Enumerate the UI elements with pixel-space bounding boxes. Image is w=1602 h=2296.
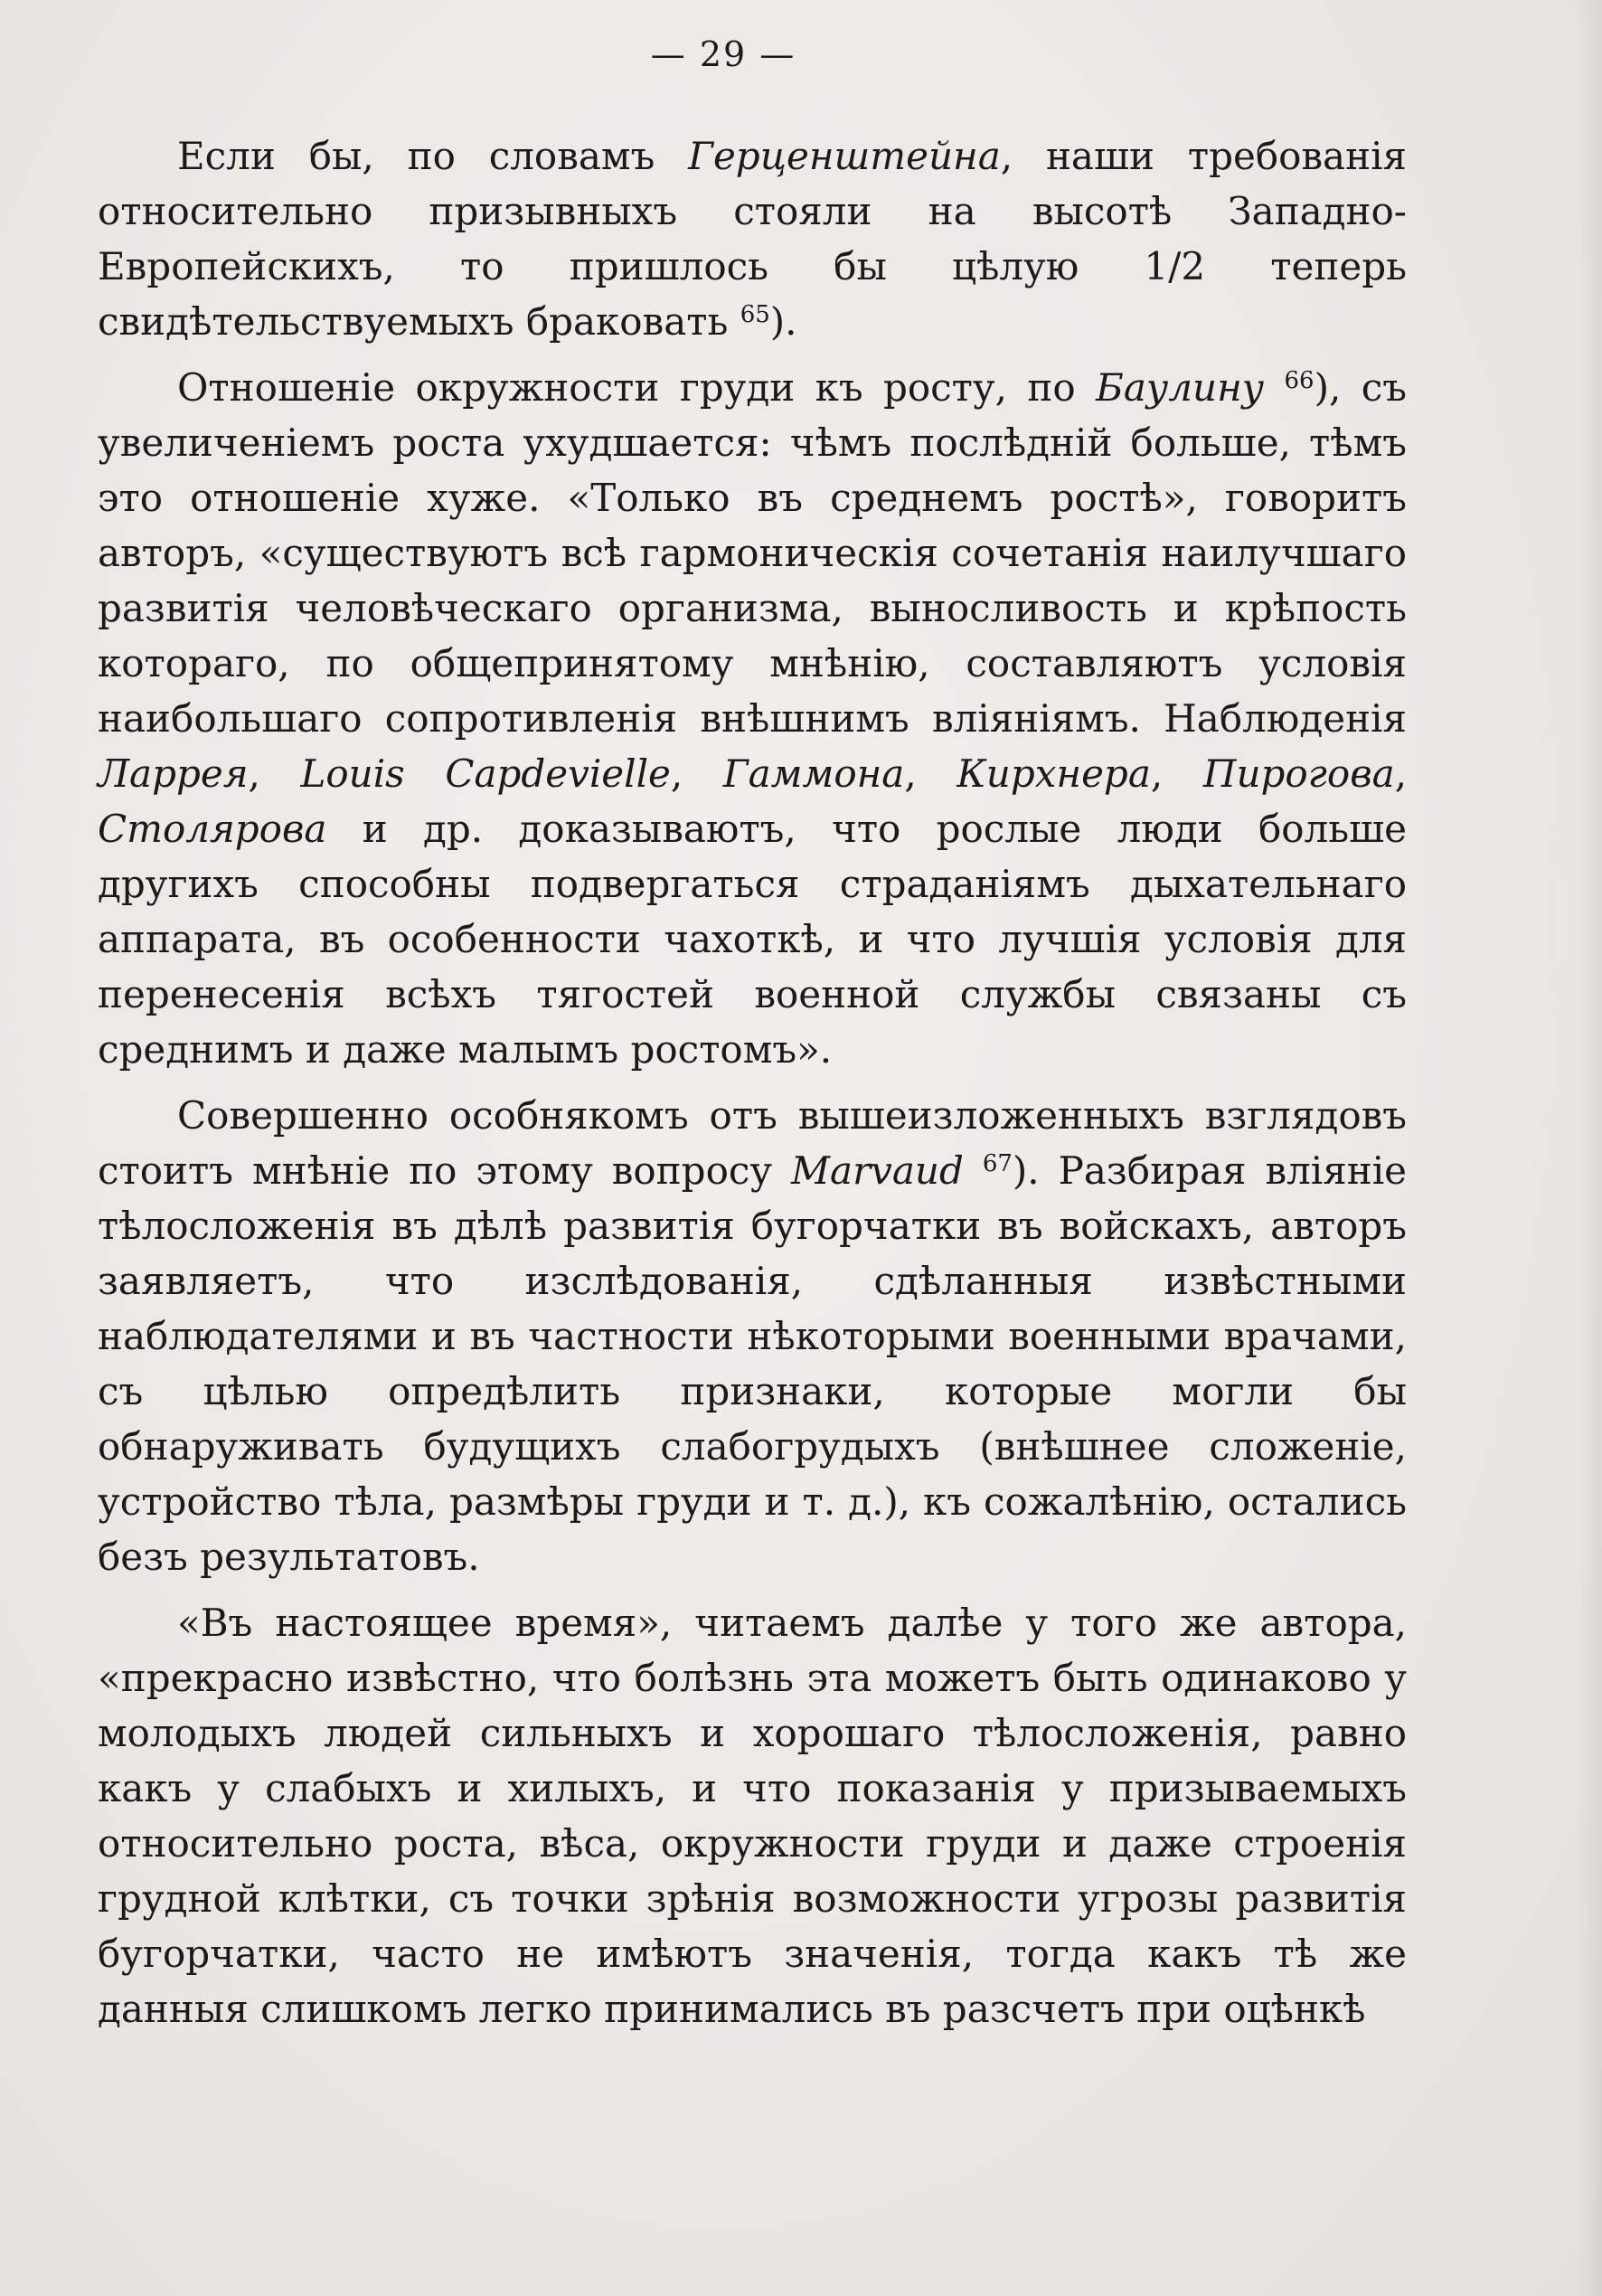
text-run: , xyxy=(670,751,723,796)
cited-name: Louis Capdevielle xyxy=(300,751,671,796)
paragraph xyxy=(98,1595,1407,2036)
cited-name: Ларрея xyxy=(98,751,249,796)
text-run: и др. доказываютъ, что рослые люди больше другихъ способны подвергаться страданіямъ дыхательнаго аппарата, въ особенности чахоткѣ, и что лучшія условія для перенесенія всѣхъ тягостей военной службы связаны съ среднимъ и даже малымъ ростомъ». xyxy=(98,807,1407,1072)
footnote-ref: 66 xyxy=(1284,367,1315,394)
text-run: Отношеніе окружности груди къ росту, по xyxy=(177,365,1097,410)
paragraph xyxy=(98,128,1407,349)
paragraph xyxy=(98,360,1407,1077)
cited-name: Столярова xyxy=(98,807,327,851)
cited-name: Баулину xyxy=(1096,365,1265,410)
text-run: ), съ увеличеніемъ роста ухудшается: чѣмъ послѣдній больше, тѣмъ это отношеніе хуже. «Только въ среднемъ ростѣ», говоритъ авторъ, «существуютъ всѣ гармоническія сочетанія наилучшаго развитія человѣческаго организма, выносливость и крѣпость котораго, по общепринятому мнѣнію, составляютъ условія наибольшаго сопротивленія внѣшнимъ вліяніямъ. Наблюденія xyxy=(98,365,1407,741)
page-number: — 29 — xyxy=(650,34,796,74)
text-run: Если бы, по словамъ xyxy=(177,134,689,178)
text-run: , xyxy=(904,751,957,796)
text-run: 1/2 xyxy=(1144,244,1206,288)
footnote-ref: 67 xyxy=(982,1150,1013,1177)
text-run: , xyxy=(248,751,301,796)
text-run: Совершенно особнякомъ отъ вышеизложенныхъ взглядовъ стоитъ мнѣніе по этому вопросу xyxy=(98,1093,1407,1193)
cited-name: Marvaud xyxy=(791,1148,964,1193)
page-edge-shadow xyxy=(1578,0,1602,2296)
paragraph xyxy=(98,1088,1407,1584)
cited-name: Гаммона xyxy=(722,751,905,796)
text-run xyxy=(964,1148,983,1193)
text-run: , наши требованія относительно призывныхъ стояли на высотѣ Западно-Европейскихъ, то пришлось бы цѣлую xyxy=(98,134,1408,288)
text-run: ). xyxy=(769,299,797,344)
text-run: , xyxy=(1394,751,1408,796)
text-run: «Въ настоящее время», читаемъ далѣе у того же автора, «прекрасно извѣстно, что болѣзнь эта можетъ быть одинаково у молодыхъ людей сильныхъ и хорошаго тѣлосложенія, равно какъ у слабыхъ и хилыхъ, и что показанія у призываемыхъ относительно роста, вѣса, окружности груди и даже строенія грудной клѣтки, съ точки зрѣнія возможности угрозы развитія бугорчатки, часто не имѣютъ значенія, тогда какъ тѣ же данныя слишкомъ легко принимались въ разсчетъ при оцѣнкѣ xyxy=(98,1601,1407,2031)
cited-name: Пирогова xyxy=(1202,751,1395,796)
footnote-ref: 65 xyxy=(740,301,770,328)
body-text xyxy=(98,128,1407,2036)
text-run: , xyxy=(1150,751,1203,796)
text-run: теперь свидѣтельствуемыхъ браковать xyxy=(98,244,1407,344)
cited-name: Герценштейна xyxy=(688,134,1001,178)
cited-name: Кирхнера xyxy=(956,751,1151,796)
text-run: ). Разбирая вліяніе тѣлосложенія въ дѣлѣ развитія бугорчатки въ войскахъ, авторъ заявляетъ, что изслѣдованія, сдѣланныя извѣстными наблюдателями и въ частности нѣкоторыми военными врачами, съ цѣлью опредѣлить признаки, которые могли бы обнаруживать будущихъ слабогрудыхъ (внѣшнее сложеніе, устройство тѣла, размѣры груди и т. д.), къ сожалѣнію, остались безъ результатовъ. xyxy=(98,1148,1407,1579)
text-run xyxy=(1264,365,1284,410)
